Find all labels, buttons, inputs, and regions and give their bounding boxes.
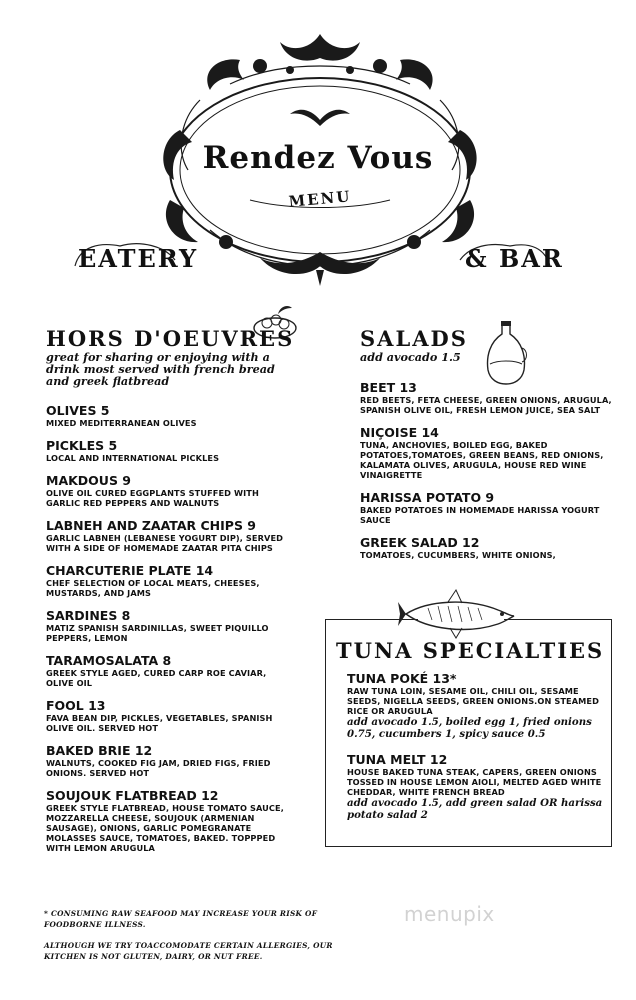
item-name: OLIVES 5 — [46, 403, 110, 418]
item-name: LABNEH AND ZAATAR CHIPS 9 — [46, 518, 256, 533]
item-name: PICKLES 5 — [46, 438, 118, 453]
item-description: TOMATOES, CUCUMBERS, WHITE ONIONS, — [360, 550, 556, 560]
restaurant-name: Rendez Vous — [202, 140, 434, 176]
menu-item — [46, 438, 286, 463]
menu-item — [360, 490, 615, 525]
item-description: RAW TUNA LOIN, SESAME OIL, CHILI OIL, SESAME SEEDS, NIGELLA SEEDS, GREEN ONIONS.ON STEAMED RICE OR ARUGULA — [347, 686, 600, 716]
salads-section — [360, 327, 615, 560]
item-description: HOUSE BAKED TUNA STEAK, CAPERS, GREEN ONIONS TOSSED IN HOUSE LEMON AIOLI, MELTED AGED WHITE CHEDDAR, WHITE FRENCH BREAD — [347, 767, 602, 797]
menu-item — [46, 563, 286, 598]
menu-item — [360, 380, 615, 415]
menu-subtitle: MENU — [287, 187, 353, 211]
item-description: TUNA, ANCHOVIES, BOILED EGG, BAKED POTATOES,TOMATOES, GREEN BEANS, RED ONIONS, KALAMATA OLIVES, ARUGULA, HOUSE RED WINE VINAIGRETTE — [360, 440, 604, 480]
item-name: TUNA MELT 12 — [347, 752, 448, 767]
watermark: menupix — [404, 902, 495, 926]
menu-item — [46, 518, 286, 553]
section-subtitle: add avocado 1.5 — [360, 350, 461, 364]
item-name: CHARCUTERIE PLATE 14 — [46, 563, 214, 578]
menu-item — [46, 473, 286, 508]
item-description: GARLIC LABNEH (LEBANESE YOGURT DIP), SERVED WITH A SIDE OF HOMEMADE ZAATAR PITA CHIPS — [46, 533, 284, 553]
item-name: MAKDOUS 9 — [46, 473, 132, 488]
hors-doeuvres-section — [46, 326, 295, 853]
menu-item — [46, 608, 286, 643]
menu-item — [46, 743, 286, 778]
section-title: HORS D'OEUVRES — [46, 326, 295, 351]
item-addons: add avocado 1.5, boiled egg 1, fried onions 0.75, cucumbers 1, spicy sauce 0.5 — [347, 716, 592, 740]
item-name: BAKED BRIE 12 — [46, 743, 153, 758]
item-description: GREEK STYLE FLATBREAD, HOUSE TOMATO SAUCE, MOZZARELLA CHEESE, SOUJOUK (ARMENIAN SAUSAGE), ONIONS, GARLIC POMEGRANATE MOLASSES SAUCE, TOMATOES, BAKED. TOPPPED WITH LEMON ARUGULA — [46, 803, 284, 853]
menu-item — [46, 653, 286, 688]
menu-item — [347, 752, 605, 821]
item-description: OLIVE OIL CURED EGGPLANTS STUFFED WITH GARLIC RED PEPPERS AND WALNUTS — [46, 488, 259, 508]
item-name: GREEK SALAD 12 — [360, 535, 480, 550]
bar-label: & BAR — [465, 244, 564, 273]
section-title: SALADS — [360, 326, 468, 351]
item-name: SARDINES 8 — [46, 608, 131, 623]
item-addons: add avocado 1.5, add green salad OR harissa potato salad 2 — [347, 797, 603, 821]
menu-item — [46, 788, 286, 853]
item-description: CHEF SELECTION OF LOCAL MEATS, CHEESES, MUSTARDS, AND JAMS — [46, 578, 260, 598]
item-name: FOOL 13 — [46, 698, 106, 713]
item-name: TARAMOSALATA 8 — [46, 653, 172, 668]
menu-item — [347, 671, 605, 740]
item-name: TUNA POKÉ 13* — [347, 671, 457, 686]
menu-item — [360, 425, 615, 480]
item-description: WALNUTS, COOKED FIG JAM, DRIED FIGS, FRIED ONIONS. SERVED HOT — [46, 758, 271, 778]
tuna-fish-icon — [398, 586, 522, 642]
raw-seafood-warning: * CONSUMING RAW SEAFOOD MAY INCREASE YOUR RISK OF FOODBORNE ILLNESS. — [44, 909, 318, 929]
item-description: MIXED MEDITERRANEAN OLIVES — [46, 418, 197, 428]
menu-item — [360, 535, 615, 560]
item-description: GREEK STYLE AGED, CURED CARP ROE CAVIAR, OLIVE OIL — [46, 668, 267, 688]
item-description: MATIZ SPANISH SARDINILLAS, SWEET PIQUILLO PEPPERS, LEMON — [46, 623, 269, 643]
allergy-notice: ALTHOUGH WE TRY TOACCOMODATE CERTAIN ALLERGIES, OUR KITCHEN IS NOT GLUTEN, DAIRY, OR NUT FREE. — [44, 941, 333, 961]
item-description: RED BEETS, FETA CHEESE, GREEN ONIONS, ARUGULA, SPANISH OLIVE OIL, FRESH LEMON JUICE, SEA SALT — [360, 395, 612, 415]
menu-item — [46, 403, 286, 428]
item-description: BAKED POTATOES IN HOMEMADE HARISSA YOGURT SAUCE — [360, 505, 600, 525]
item-description: FAVA BEAN DIP, PICKLES, VEGETABLES, SPANISH OLIVE OIL. SERVED HOT — [46, 713, 273, 733]
item-name: HARISSA POTATO 9 — [360, 490, 495, 505]
item-name: SOUJOUK FLATBREAD 12 — [46, 788, 219, 803]
eatery-label: EATERY — [78, 244, 199, 273]
section-subtitle: great for sharing or enjoying with a drink most served with french bread and greek flatbread — [46, 350, 275, 388]
item-description: LOCAL AND INTERNATIONAL PICKLES — [46, 453, 220, 463]
item-name: NIÇOISE 14 — [360, 425, 439, 440]
tuna-specialties-section — [347, 665, 605, 821]
item-name: BEET 13 — [360, 380, 417, 395]
menu-item — [46, 698, 286, 733]
section-title: TUNA SPECIALTIES — [336, 638, 605, 663]
